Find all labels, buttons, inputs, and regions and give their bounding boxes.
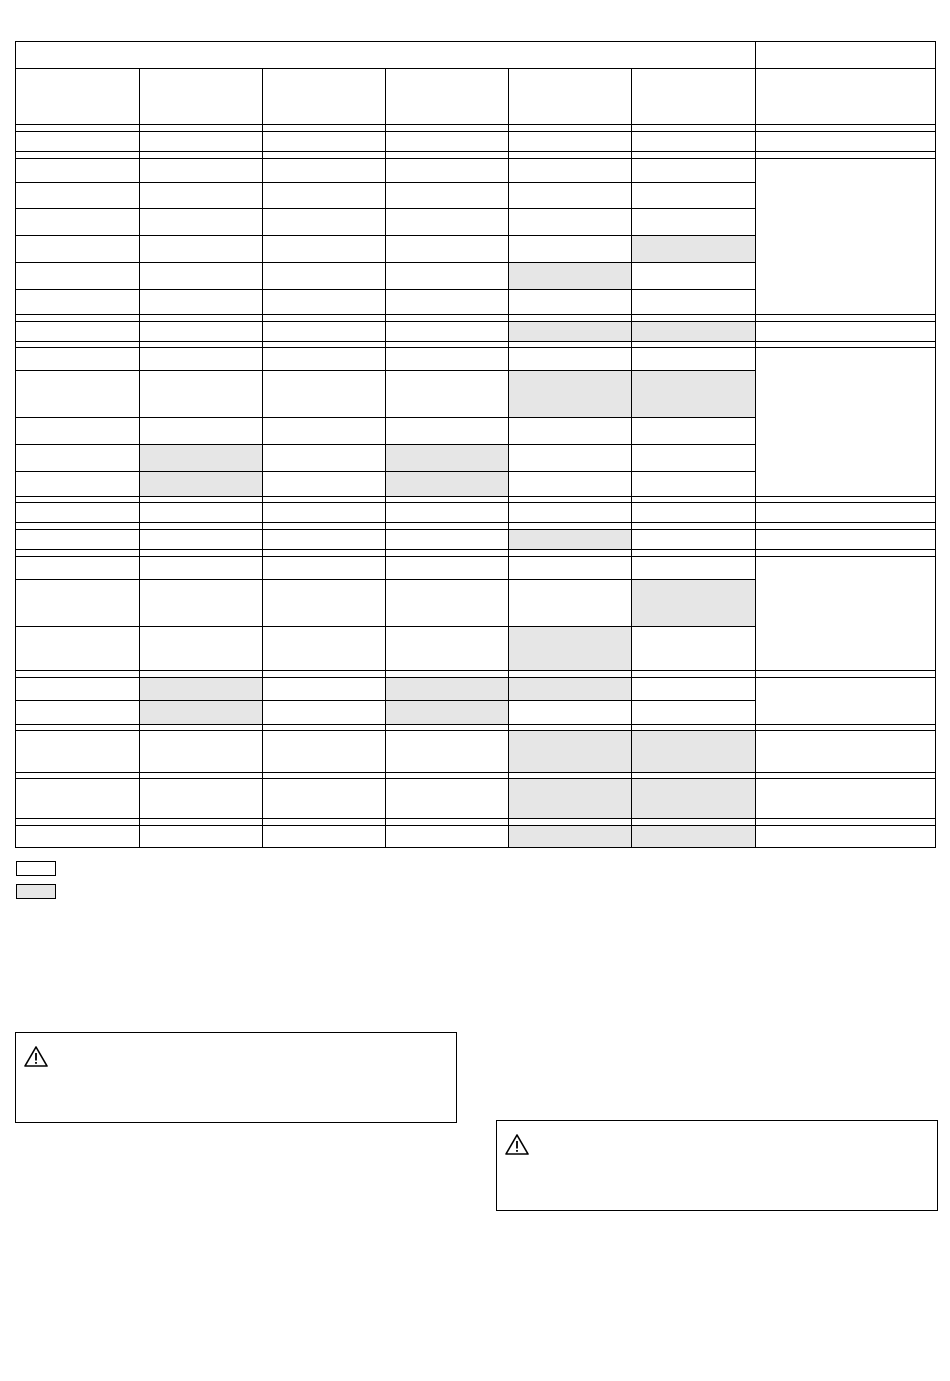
- shaded-cell: [508, 529, 631, 549]
- warning-box-right: [496, 1120, 938, 1211]
- table-top-border: [15, 41, 936, 42]
- row-rule: [15, 522, 936, 523]
- column-rule: [139, 68, 140, 848]
- table-right-border: [935, 41, 936, 848]
- column-rule: [262, 68, 263, 848]
- shaded-cell: [631, 730, 755, 772]
- row-rule: [15, 124, 936, 125]
- row-rule: [15, 131, 936, 132]
- row-rule: [15, 471, 756, 472]
- shaded-cell: [631, 825, 755, 847]
- warning-box-left: [15, 1032, 457, 1123]
- row-rule: [15, 730, 936, 731]
- row-rule: [15, 341, 936, 342]
- row-rule: [15, 151, 936, 152]
- row-rule: [15, 502, 936, 503]
- shaded-cell: [631, 321, 755, 341]
- row-rule: [15, 626, 756, 627]
- legend-swatch-shaded: [16, 884, 56, 899]
- shaded-cell: [139, 677, 262, 700]
- legend-swatch-unshaded: [16, 861, 56, 876]
- shaded-cell: [385, 471, 508, 496]
- row-rule: [15, 496, 936, 497]
- row-rule: [15, 68, 936, 69]
- shaded-cell: [139, 471, 262, 496]
- column-rule: [508, 68, 509, 848]
- row-rule: [15, 549, 936, 550]
- row-rule: [15, 579, 756, 580]
- shaded-cell: [508, 677, 631, 700]
- row-rule: [15, 818, 936, 819]
- shaded-cell: [139, 444, 262, 471]
- row-rule: [15, 772, 936, 773]
- table-bottom-border: [15, 847, 936, 848]
- row-rule: [15, 529, 936, 530]
- column-rule: [385, 68, 386, 848]
- shaded-cell: [631, 235, 755, 262]
- row-rule: [15, 262, 756, 263]
- shaded-cell: [631, 579, 755, 626]
- row-rule: [15, 556, 936, 557]
- row-rule: [15, 182, 756, 183]
- row-rule: [15, 370, 756, 371]
- row-rule: [15, 724, 936, 725]
- shaded-cell: [508, 370, 631, 417]
- warning-triangle-icon: [24, 1045, 48, 1069]
- row-rule: [15, 289, 756, 290]
- shaded-cell: [508, 825, 631, 847]
- row-rule: [15, 670, 936, 671]
- row-rule: [15, 314, 936, 315]
- shaded-cell: [385, 677, 508, 700]
- row-rule: [15, 825, 936, 826]
- row-rule: [15, 677, 936, 678]
- row-rule: [15, 417, 756, 418]
- warning-triangle-icon: [505, 1133, 529, 1157]
- row-rule: [15, 208, 756, 209]
- row-rule: [15, 235, 756, 236]
- column-rule: [631, 68, 632, 848]
- shaded-cell: [508, 262, 631, 289]
- row-rule: [15, 444, 756, 445]
- shaded-cell: [385, 444, 508, 471]
- shaded-cell: [385, 700, 508, 724]
- shaded-cell: [631, 370, 755, 417]
- shaded-cell: [631, 778, 755, 818]
- row-rule: [15, 158, 936, 159]
- shaded-cell: [508, 321, 631, 341]
- shaded-cell: [508, 730, 631, 772]
- row-rule: [15, 778, 936, 779]
- row-rule: [15, 347, 936, 348]
- shaded-cell: [508, 626, 631, 670]
- shaded-cell: [508, 778, 631, 818]
- shaded-cell: [139, 700, 262, 724]
- row-rule: [15, 700, 756, 701]
- row-rule: [15, 321, 936, 322]
